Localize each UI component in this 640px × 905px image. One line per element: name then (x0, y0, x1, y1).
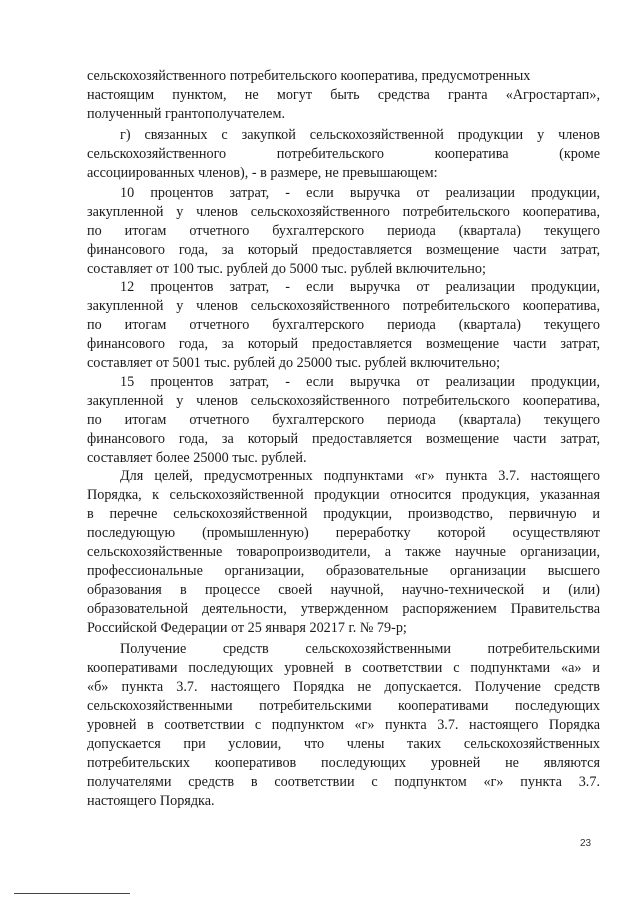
text-line: потребительских кооперативов последующих уровней не являются (87, 755, 600, 771)
text-line: настоящего Порядка. (87, 793, 215, 809)
text-line: получателями средств в соответствии с подпунктом «г» пункта 3.7. (87, 774, 600, 790)
text-line: полученный грантополучателем. (87, 106, 286, 122)
text-line: настоящим пунктом, не могут быть средства гранта «Агростартап», (87, 87, 600, 103)
text-line: составляет более 25000 тыс. рублей. (87, 450, 307, 466)
page-number: 23 (580, 838, 592, 849)
text-line: финансового года, за который предоставляется возмещение части затрат, (87, 431, 600, 447)
text-line: допускается при условии, что члены таких сельскохозяйственных (87, 736, 600, 752)
text-line: уровней в соответствии с подпунктом «г» пункта 3.7. настоящего Порядка (87, 717, 600, 733)
text-line: закупленной у членов сельскохозяйственного потребительского кооператива, (87, 393, 600, 409)
text-line: по итогам отчетного бухгалтерского периода (квартала) текущего (87, 223, 600, 239)
text-line: сельскохозяйственными потребительскими кооперативами последующих (87, 698, 600, 714)
text-line: 12 процентов затрат, - если выручка от реализации продукции, (120, 279, 600, 295)
text-line: составляет от 100 тыс. рублей до 5000 тыс. рублей включительно; (87, 261, 486, 277)
text-line: сельскохозяйственного потребительского кооператива, предусмотренных (87, 68, 531, 84)
text-line: последующую (промышленную) переработку которой осуществляют (87, 525, 600, 541)
text-line: ассоциированных членов), - в размере, не превышающем: (87, 165, 438, 181)
text-line: Для целей, предусмотренных подпунктами «г» пункта 3.7. настоящего (120, 468, 600, 484)
text-line: Порядка, к сельскохозяйственной продукции относится продукция, указанная (87, 487, 600, 503)
text-line: в перечне сельскохозяйственной продукции, производство, первичную и (87, 506, 600, 522)
text-line: кооперативами последующих уровней в соответствии с подпунктами «а» и (87, 660, 600, 676)
text-line: закупленной у членов сельскохозяйственного потребительского кооператива, (87, 298, 600, 314)
text-line: образовательной деятельности, утвержденном распоряжением Правительства (87, 601, 600, 617)
text-line: закупленной у членов сельскохозяйственного потребительского кооператива, (87, 204, 600, 220)
text-line: сельскохозяйственного потребительского кооператива (кроме (87, 146, 600, 162)
text-line: «б» пункта 3.7. настоящего Порядка не допускается. Получение средств (87, 679, 600, 695)
text-line: 10 процентов затрат, - если выручка от реализации продукции, (120, 185, 600, 201)
footer-rule (14, 893, 130, 894)
text-line: составляет от 5001 тыс. рублей до 25000 тыс. рублей включительно; (87, 355, 501, 371)
text-line: Российской Федерации от 25 января 20217 г. № 79-р; (87, 620, 407, 636)
text-line: по итогам отчетного бухгалтерского периода (квартала) текущего (87, 412, 600, 428)
text-line: образования в процессе своей научной, научно-технической и (или) (87, 582, 600, 598)
text-line: финансового года, за который предоставляется возмещение части затрат, (87, 336, 600, 352)
text-line: профессиональные организации, образовательные организации высшего (87, 563, 600, 579)
text-line: Получение средств сельскохозяйственными потребительскими (120, 641, 600, 657)
text-line: сельскохозяйственные товаропроизводители, а также научные организации, (87, 544, 600, 560)
text-line: финансового года, за который предоставляется возмещение части затрат, (87, 242, 600, 258)
text-line: по итогам отчетного бухгалтерского периода (квартала) текущего (87, 317, 600, 333)
text-line: 15 процентов затрат, - если выручка от реализации продукции, (120, 374, 600, 390)
text-line: г) связанных с закупкой сельскохозяйственной продукции у членов (120, 127, 600, 143)
